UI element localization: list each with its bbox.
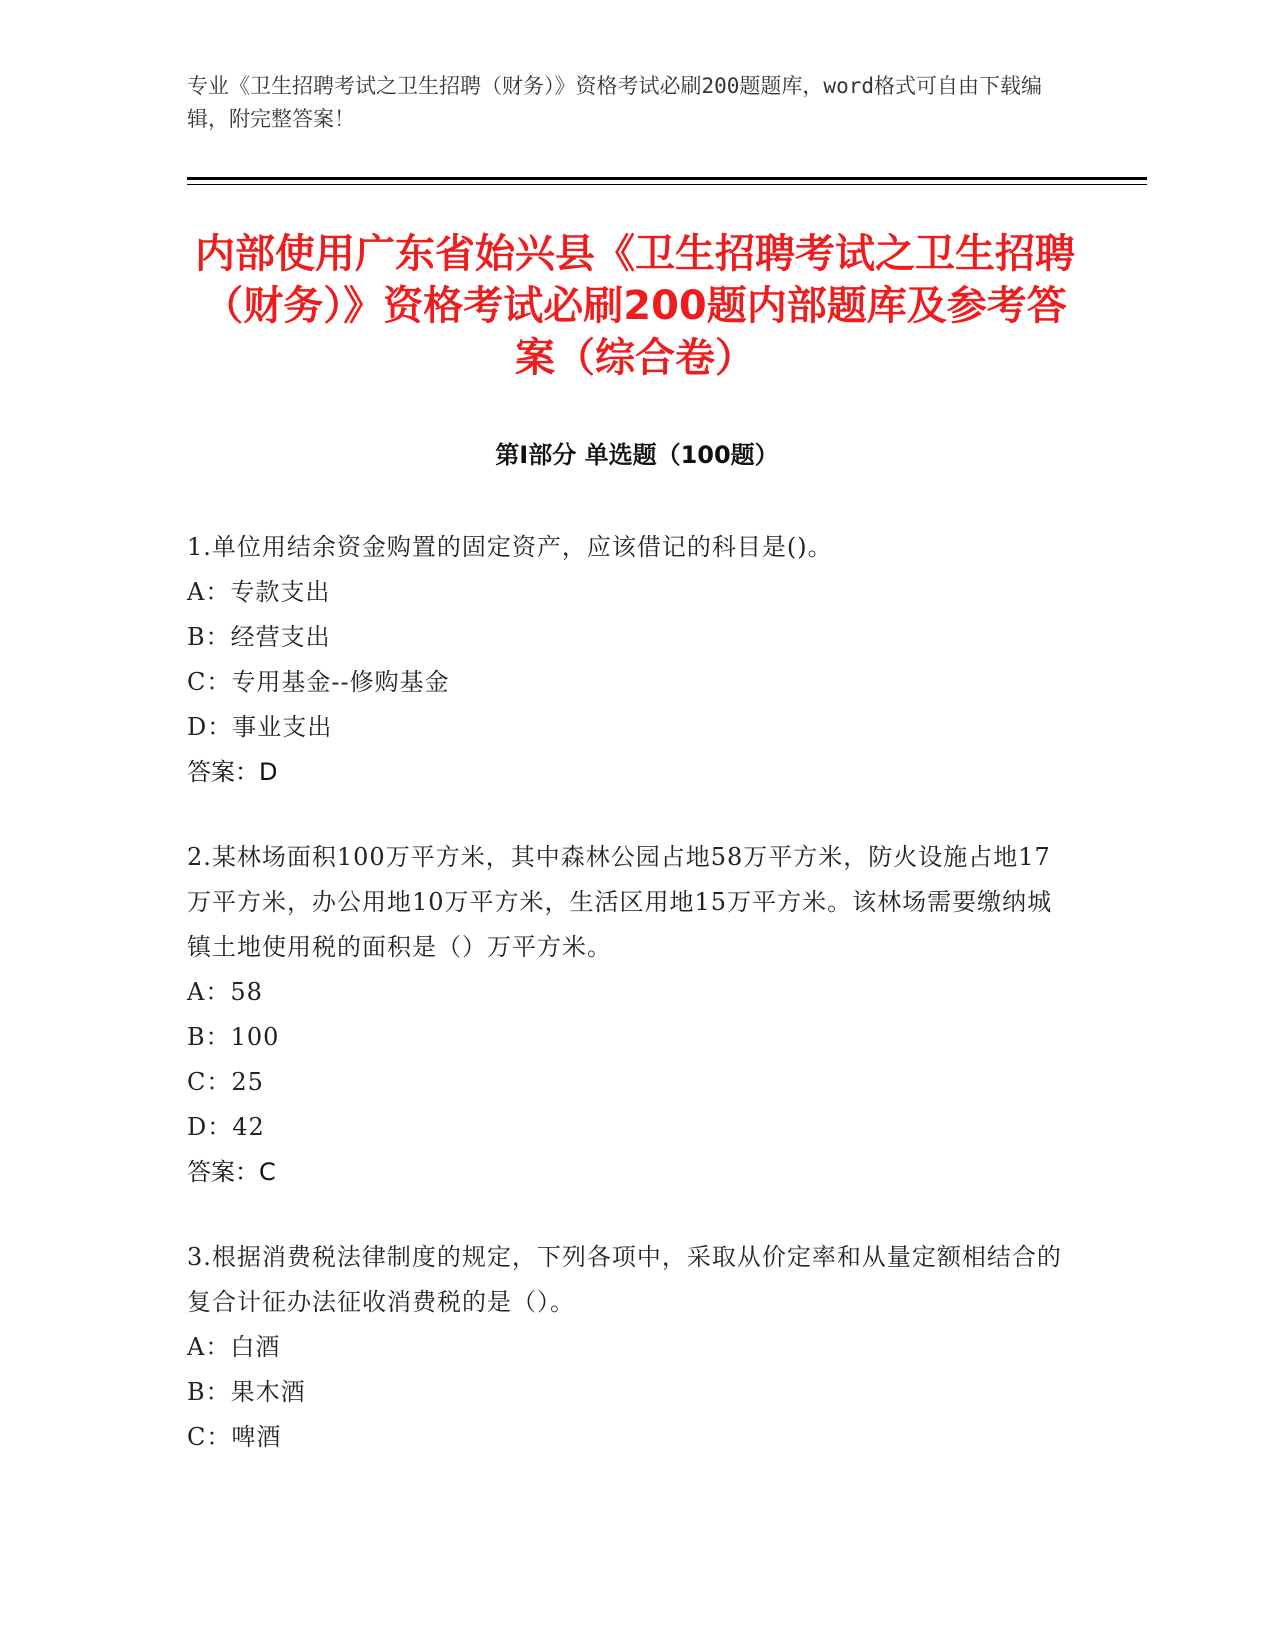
question-list [187,525,1067,1500]
answer: 答案：D [187,758,278,786]
question-3 [187,1235,1067,1460]
option-b: B：100 [187,1023,280,1051]
question-1 [187,525,1067,795]
option-a: A：专款支出 [187,578,331,606]
header-divider-thin [187,184,1147,185]
document-title: 内部使用广东省始兴县《卫生招聘考试之卫生招聘（财务）》资格考试必刷200题内部题库及参考答案（综合卷） [195,231,1075,381]
option-d: D：事业支出 [187,713,333,741]
option-a: A：白酒 [187,1333,281,1361]
answer: 答案：C [187,1158,276,1186]
option-c: C：专用基金--修购基金 [187,668,450,696]
option-c: C：25 [187,1068,264,1096]
section-title: 第Ⅰ部分 单选题（100题） [495,441,779,469]
option-c: C：啤酒 [187,1423,282,1451]
question-stem: 1.单位用结余资金购置的固定资产，应该借记的科目是()。 [187,533,833,561]
option-b: B：果木酒 [187,1378,306,1406]
header-note: 专业《卫生招聘考试之卫生招聘（财务）》资格考试必刷200题题库，word格式可自由下载编辑，附完整答案！ [187,74,1042,131]
question-stem: 2.某林场面积100万平方米，其中森林公园占地58万平方米，防火设施占地17万平方米，办公用地10万平方米，生活区用地15万平方米。该林场需要缴纳城镇土地使用税的面积是（）万平方米。 [187,843,1053,961]
question-stem: 3.根据消费税法律制度的规定，下列各项中，采取从价定率和从量定额相结合的复合计征办法征收消费税的是（）。 [187,1243,1062,1316]
option-b: B：经营支出 [187,623,331,651]
option-d: D：42 [187,1113,265,1141]
header-divider-thick [187,177,1147,180]
question-2 [187,835,1067,1195]
option-a: A：58 [187,978,263,1006]
